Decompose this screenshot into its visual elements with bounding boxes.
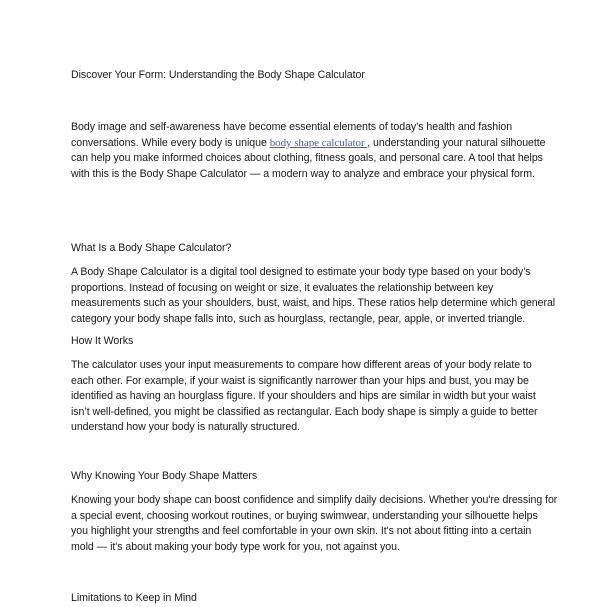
intro-paragraph [71, 120, 546, 182]
intro-line-1: Body image and self-awareness have become essential elements of today’s health and fashion [71, 121, 513, 133]
paragraph-line: you highlight your strengths and feel comfortable in your own skin. It's not about fitting into a certain [71, 525, 532, 538]
paragraph-line: mold — it's about making your body type work for you, not against you. [71, 540, 400, 553]
paragraph-line: identified as having an hourglass figure. If your shoulders and hips are similar in width but your waist [71, 390, 536, 403]
intro-line-2-text: conversations. While every body is unique [71, 136, 270, 149]
section-heading-what-is: What Is a Body Shape Calculator? [71, 242, 232, 254]
section-heading-why-it-matters: Why Knowing Your Body Shape Matters [71, 470, 258, 482]
intro-line-2-after-link: , understanding your natural silhouette [367, 136, 546, 149]
paragraph-line: The calculator uses your input measurements to compare how different areas of your body relate to [71, 359, 532, 371]
paragraph-line: Knowing your body shape can boost confidence and simplify daily decisions. Whether you're dressing for [71, 494, 558, 506]
paragraph-line: isn’t well-defined, you might be classified as rectangular. Each body shape is simply a guide to better [71, 405, 538, 418]
paragraph-line: each other. For example, if your waist is significantly narrower than your hips and bust, you may be [71, 374, 529, 387]
paragraph-line: A Body Shape Calculator is a digital tool designed to estimate your body type based on your body’s [71, 266, 531, 278]
paragraph-line: a special event, choosing workout routines, or buying swimwear, understanding your silhouette helps [71, 509, 538, 522]
paragraph-line: understand how your body is naturally structured. [71, 421, 300, 434]
document-title: Discover Your Form: Understanding the Body Shape Calculator [71, 69, 365, 81]
section-heading-limitations: Limitations to Keep in Mind [71, 592, 197, 604]
intro-line-2 [71, 136, 546, 152]
section-heading-how-it-works: How It Works [71, 335, 134, 347]
section-paragraph-what-is [71, 265, 556, 327]
paragraph-line: category your body shape falls into, such as hourglass, rectangle, pear, apple, or inverted triangle. [71, 312, 526, 325]
section-paragraph-how-it-works [71, 358, 541, 436]
intro-line-3: can help you make informed choices about clothing, fitness goals, and personal care. A tool that helps [71, 152, 543, 165]
body-shape-calculator-link[interactable]: body shape calculator [269, 136, 368, 149]
intro-line-4: with this is the Body Shape Calculator — a modern way to analyze and embrace your physical form. [71, 167, 535, 180]
paragraph-line: proportions. Instead of focusing on weight or size, it evaluates the relationship between key [71, 281, 494, 294]
section-paragraph-why-it-matters [71, 493, 558, 555]
paragraph-line: measurements such as your shoulders, bust, waist, and hips. These ratios help determine which general [71, 297, 556, 310]
